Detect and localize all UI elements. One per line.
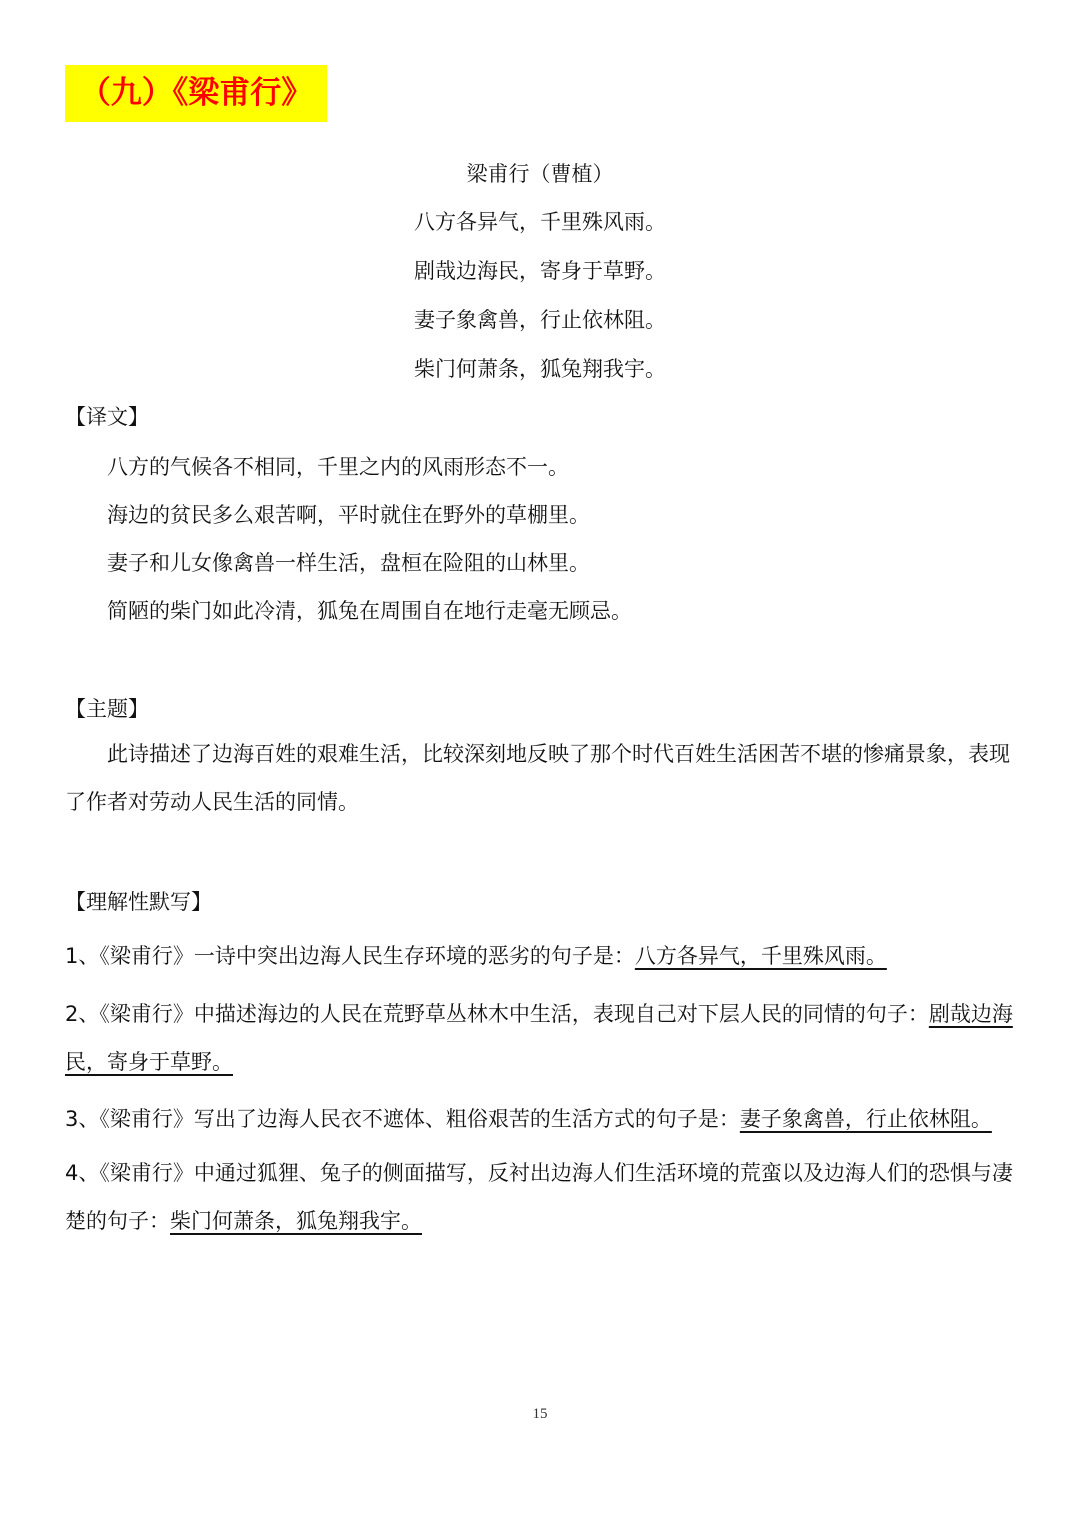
poem-line: 柴门何萧条，狐兔翔我宇。	[414, 357, 666, 381]
theme-paragraph	[65, 730, 1025, 826]
dictation-answer: 八方各异气，千里殊风雨。	[634, 944, 887, 968]
dictation-answer: 妻子象禽兽，行止依林阻。	[739, 1107, 992, 1131]
dictation-question: 2、《梁甫行》中描述海边的人民在荒野草丛林木中生活，表现自己对下层人民的同情的句子：	[65, 1002, 929, 1026]
dictation-answer: 剧哉边海民，寄身于草野。	[65, 1002, 1013, 1074]
theme-heading: 【主题】	[65, 697, 149, 721]
dictation-item	[65, 1149, 1025, 1245]
translation-line: 八方的气候各不相同，千里之内的风雨形态不一。	[107, 455, 569, 479]
dictation-question: 3、《梁甫行》写出了边海人民衣不遮体、粗俗艰苦的生活方式的句子是：	[65, 1107, 740, 1131]
page-title: （九）《梁甫行》	[79, 75, 313, 111]
page-number: 15	[532, 1406, 548, 1422]
translation-heading: 【译文】	[65, 405, 149, 429]
dictation-heading: 【理解性默写】	[65, 890, 212, 914]
theme-text: 此诗描述了边海百姓的艰难生活，比较深刻地反映了那个时代百姓生活困苦不堪的惨痛景象，表现了作者对劳动人民生活的同情。	[65, 742, 1010, 814]
poem-heading: 梁甫行（曹植）	[466, 162, 614, 186]
dictation-item	[65, 1095, 1025, 1143]
poem-line: 妻子象禽兽，行止依林阻。	[414, 308, 666, 332]
translation-line: 妻子和儿女像禽兽一样生活，盘桓在险阻的山林里。	[107, 551, 590, 575]
dictation-item	[65, 990, 1025, 1086]
dictation-question: 1、《梁甫行》一诗中突出边海人民生存环境的恶劣的句子是：	[65, 944, 635, 968]
translation-line: 海边的贫民多么艰苦啊，平时就住在野外的草棚里。	[107, 503, 590, 527]
dictation-question: 4、《梁甫行》中通过狐狸、兔子的侧面描写，反衬出边海人们生活环境的荒蛮以及边海人们的恐惧与凄楚的句子：	[65, 1161, 1013, 1233]
dictation-answer: 柴门何萧条，狐兔翔我宇。	[170, 1209, 422, 1233]
title-highlight	[65, 65, 327, 122]
poem-line: 八方各异气，千里殊风雨。	[414, 210, 666, 234]
poem-line: 剧哉边海民，寄身于草野。	[414, 259, 666, 283]
translation-line: 简陋的柴门如此冷清，狐兔在周围自在地行走毫无顾忌。	[107, 599, 632, 623]
dictation-item	[65, 932, 1025, 980]
